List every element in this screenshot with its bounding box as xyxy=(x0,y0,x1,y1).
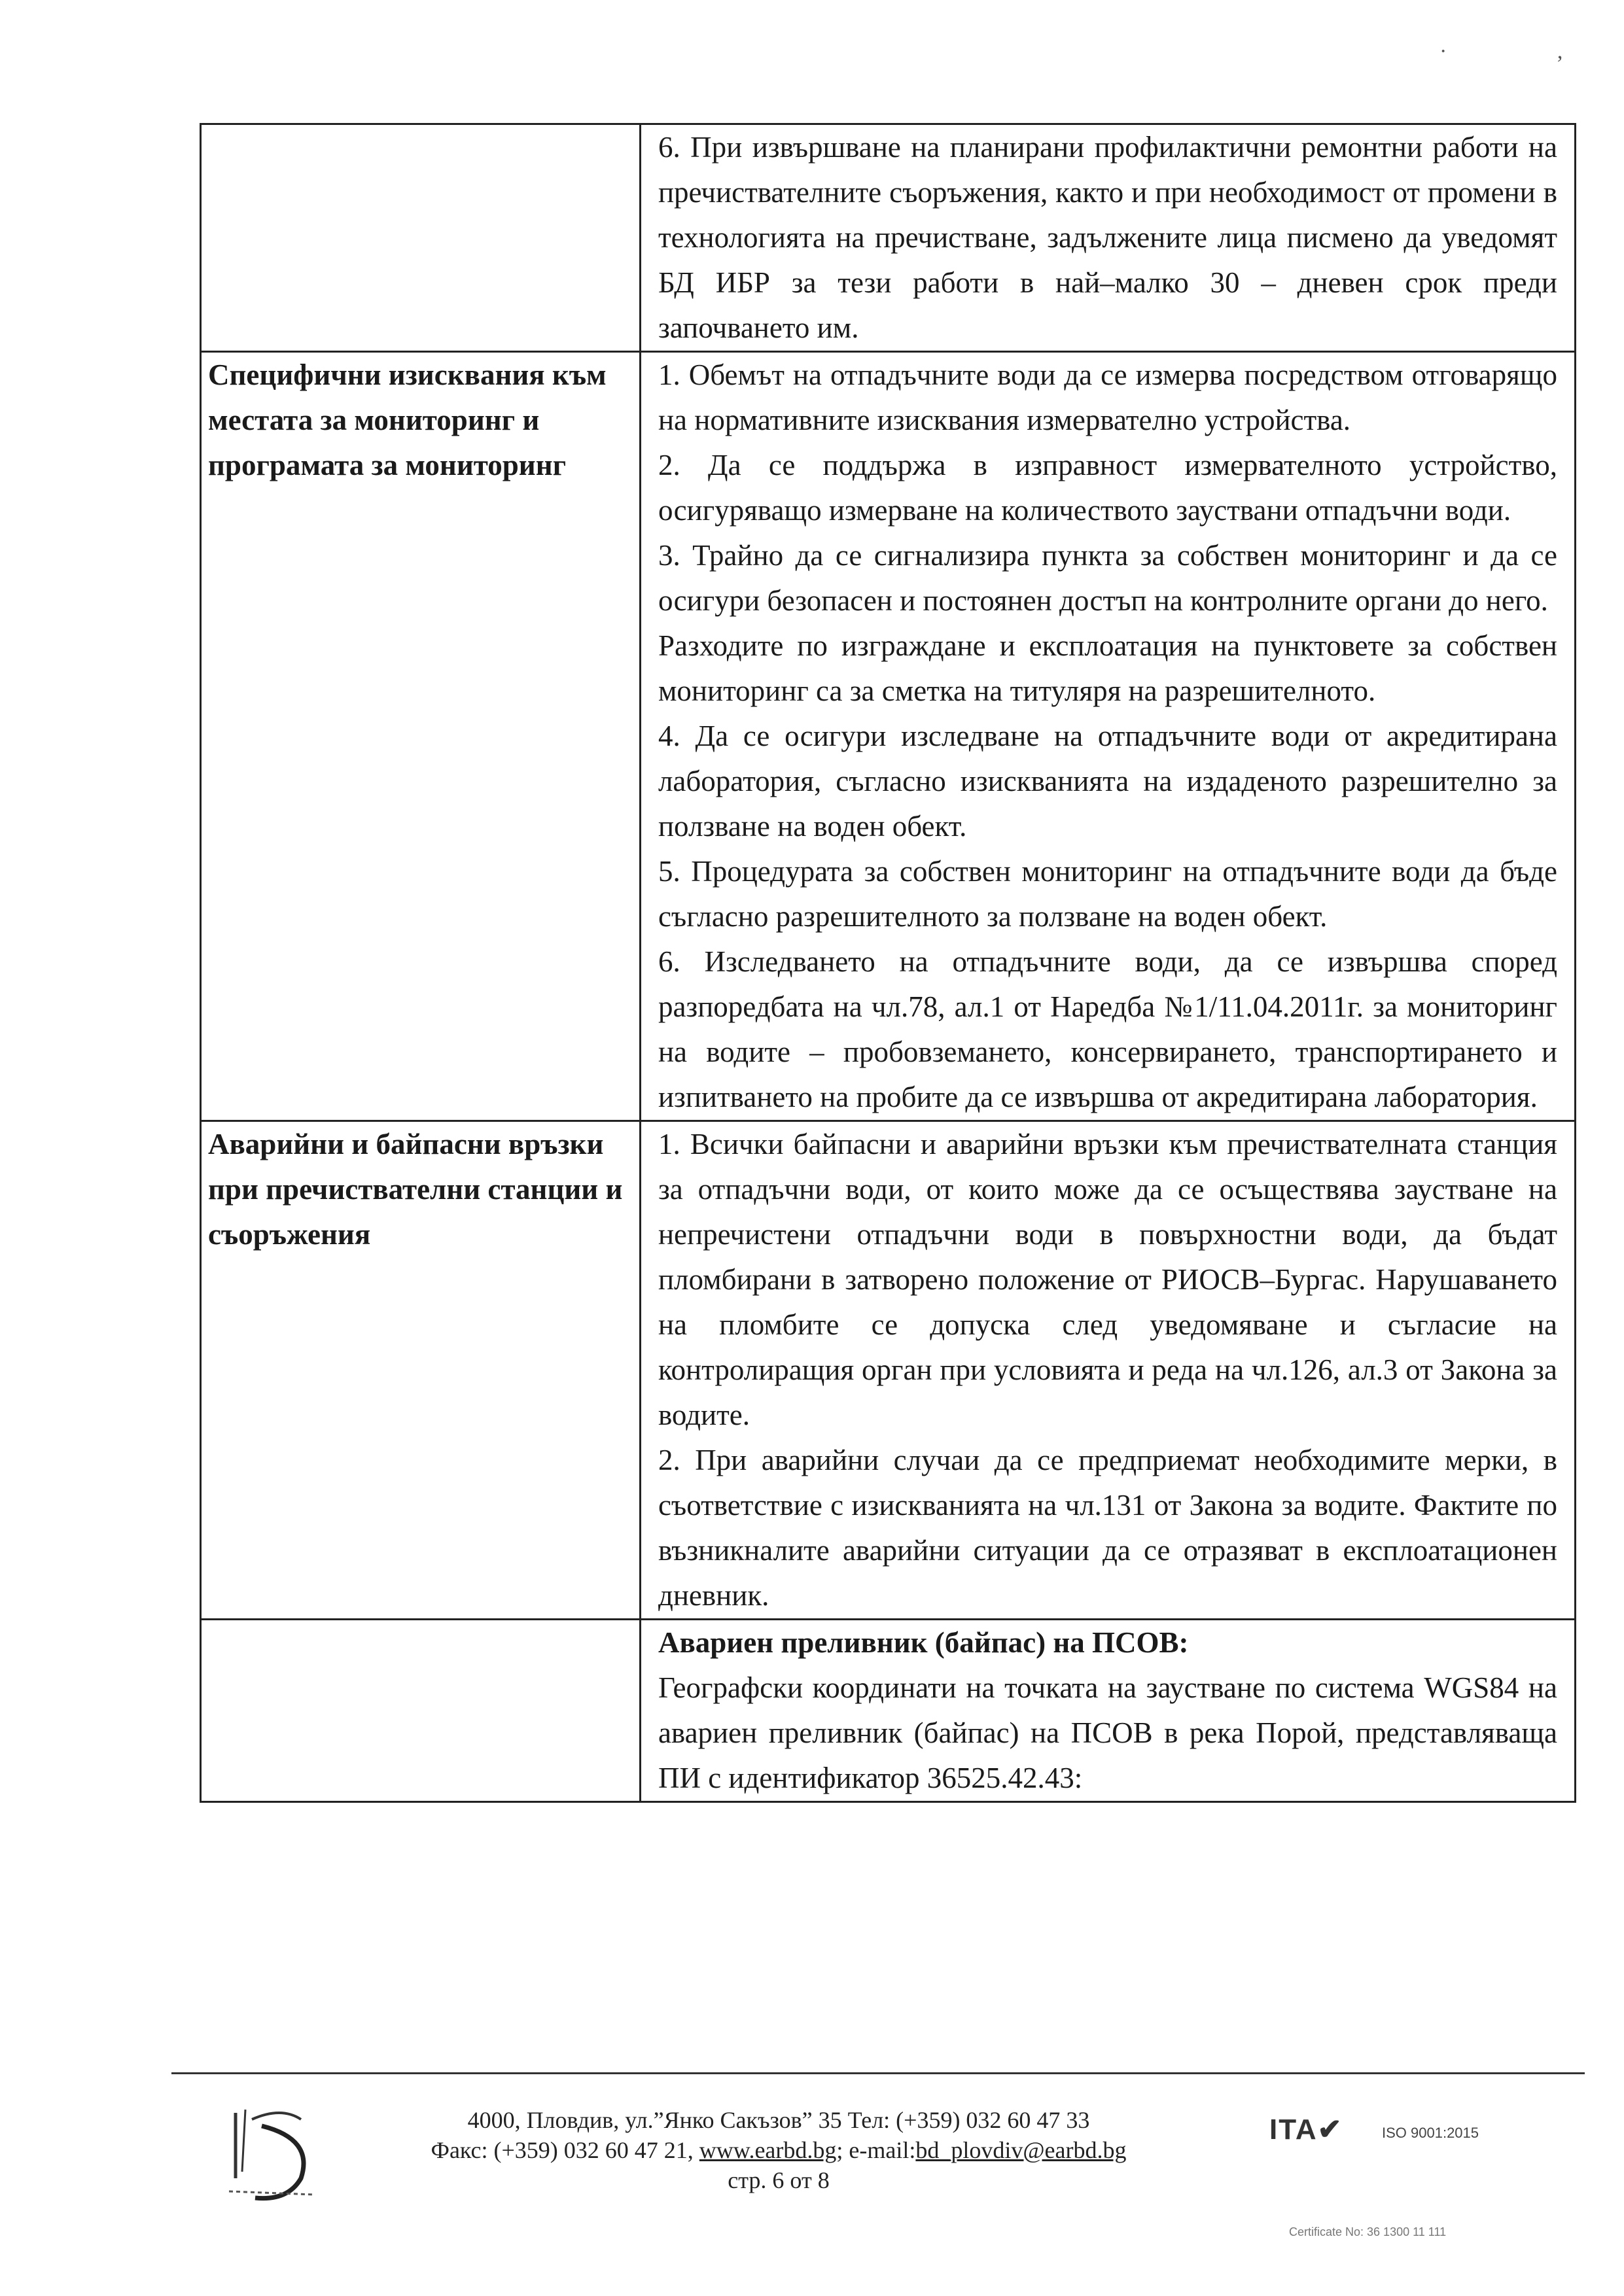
ita-logo-text: ITA xyxy=(1269,2113,1318,2146)
table-row xyxy=(201,124,1576,352)
requirement-paragraph: 2. Да се поддържа в изправност измервателното устройство, осигуряващо измерване на количеството зауствани отпадъчни води. xyxy=(658,449,1557,527)
requirement-content xyxy=(640,1121,1575,1620)
requirement-category xyxy=(201,1620,641,1802)
requirement-paragraph: 6. Изследването на отпадъчните води, да се извършва според разпоредбата на чл.78, ал.1 от Наредба №1/11.04.2011г. за мониторинг на водите – пробовземането, консервирането, транспортирането и изпитването на пробите да се извършва от акредитирана лаборатория. xyxy=(658,945,1557,1113)
corner-mark: · , xyxy=(1439,39,1615,63)
requirement-paragraph: 5. Процедурата за собствен мониторинг на отпадъчните води да бъде съгласно разрешителното за ползване на воден обект. xyxy=(658,855,1557,933)
requirement-content xyxy=(640,352,1575,1121)
table-row xyxy=(201,1620,1576,1802)
footer-email-link[interactable]: bd_plovdiv@earbd.bg xyxy=(915,2137,1127,2163)
requirement-paragraph: 4. Да се осигури изследване на отпадъчните води от акредитирана лаборатория, съгласно изискванията на издаденото разрешително за ползване на воден обект. xyxy=(658,720,1557,843)
requirement-paragraph: Географски координати на точката на заустване по система WGS84 на авариен преливник (байпас) на ПСОВ в река Порой, представляваща ПИ с идентификатор 36525.42.43: xyxy=(658,1671,1557,1794)
table-row xyxy=(201,1121,1576,1620)
footer-email-label: ; e-mail: xyxy=(836,2137,916,2163)
agency-logo-icon xyxy=(216,2100,334,2211)
requirement-content xyxy=(640,1620,1575,1802)
requirement-category: Специфични изисквания към местата за мониторинг и програмата за мониторинг xyxy=(201,352,641,1121)
requirements-table-body xyxy=(201,124,1576,1802)
ita-logo xyxy=(1269,2113,1343,2146)
requirement-content xyxy=(640,124,1575,352)
requirement-category xyxy=(201,124,641,352)
iso-certification: ISO 9001:2015 xyxy=(1382,2125,1479,2141)
footer-fax: Факс: (+359) 032 60 47 21, xyxy=(431,2137,699,2163)
requirement-paragraph: 2. При аварийни случаи да се предприемат необходимите мерки, в съответствие с изискванията на чл.131 от Закона за водите. Фактите по възникналите аварийни ситуации да се отразяват в експлоатационен дневник. xyxy=(658,1444,1557,1612)
footer-website-link[interactable]: www.earbd.bg xyxy=(699,2137,837,2163)
footer-address: 4000, Пловдив, ул.”Янко Сакъзов” 35 Тел: (+359) 032 60 47 33 xyxy=(467,2107,1090,2133)
footer-divider xyxy=(171,2072,1585,2074)
requirement-paragraph: 1. Обемът на отпадъчните води да се измерва посредством отговарящо на нормативните изисквания измервателно устройства. xyxy=(658,358,1557,436)
page-number: стр. 6 от 8 xyxy=(728,2167,830,2193)
requirement-paragraph: 6. При извършване на планирани профилактични ремонтни работи на пречиствателните съоръжения, както и при необходимост от промени в технологията на пречистване, задължените лица писмено да уведомят БД ИБР за тези работи в най–малко 30 – дневен срок преди започването им. xyxy=(658,131,1557,344)
table-row xyxy=(201,352,1576,1121)
footer-contacts xyxy=(353,2105,1204,2195)
requirement-paragraph: Разходите по изграждане и експлоатация на пунктовете за собствен мониторинг са за сметка на титуляря на разрешителното. xyxy=(658,629,1557,707)
footer-fax-line xyxy=(353,2135,1204,2165)
requirement-paragraph: 3. Трайно да се сигнализира пункта за собствен мониторинг и да се осигури безопасен и постоянен достъп на контролните органи до него. xyxy=(658,539,1557,617)
section-heading: Авариен преливник (байпас) на ПСОВ: xyxy=(658,1626,1189,1659)
certificate-number: Certificate No: 36 1300 11 111 xyxy=(1289,2225,1447,2238)
check-icon: ✔ xyxy=(1317,2113,1343,2146)
requirement-category: Аварийни и байпасни връзки при пречиствателни станции и съоръжения xyxy=(201,1121,641,1620)
requirement-paragraph: 1. Всички байпасни и аварийни връзки към пречиствателната станция за отпадъчни води, от които може да се осъществява заустване на непречистени отпадъчни води в повърхностни води, да бъдат пломбирани в затворено положение от РИОСВ–Бургас. Нарушаването на пломбите се допуска след уведомяване и съгласие на контролиращия орган при условията и реда на чл.126, ал.3 от Закона за водите. xyxy=(658,1128,1557,1431)
requirements-table xyxy=(200,123,1576,1803)
